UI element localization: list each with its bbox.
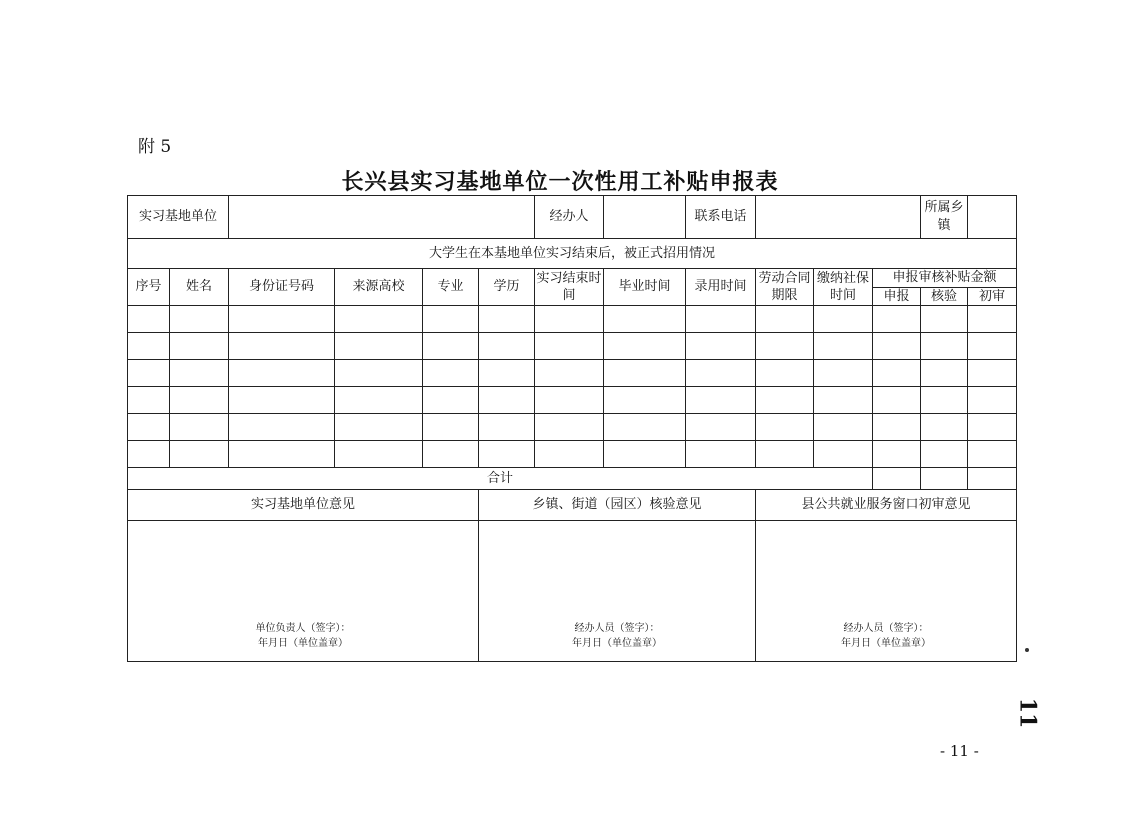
table-cell[interactable] — [128, 441, 170, 468]
handler-label-cell — [535, 196, 604, 239]
table-cell[interactable] — [921, 360, 968, 387]
table-cell[interactable] — [423, 441, 479, 468]
table-cell[interactable] — [686, 360, 756, 387]
unit-opinion-title: 实习基地单位意见 — [128, 490, 479, 521]
table-cell[interactable] — [229, 441, 335, 468]
phone-label: 联系电话 — [694, 209, 747, 225]
unit-value-field[interactable] — [229, 196, 535, 239]
table-row — [128, 306, 1017, 333]
handler-value-field[interactable] — [604, 196, 686, 239]
total-verify-field[interactable] — [921, 468, 968, 490]
table-row — [128, 360, 1017, 387]
table-cell[interactable] — [814, 387, 873, 414]
opinion-title-row — [128, 490, 1017, 521]
unit-opinion-area[interactable] — [128, 521, 479, 662]
table-cell[interactable] — [604, 414, 686, 441]
table-cell[interactable] — [479, 441, 535, 468]
data-rows — [128, 306, 1017, 468]
town-opinion-area[interactable] — [479, 521, 756, 662]
town-sign-line: 经办人员（签字）： — [574, 623, 660, 635]
table-cell[interactable] — [335, 441, 423, 468]
table-cell[interactable] — [229, 360, 335, 387]
total-label: 合计 — [128, 468, 873, 490]
table-cell[interactable] — [604, 441, 686, 468]
table-row — [128, 333, 1017, 360]
col-header-name: 姓名 — [170, 269, 229, 306]
table-cell[interactable] — [873, 306, 921, 333]
county-opinion-area[interactable] — [756, 521, 1017, 662]
col-header-graduation: 毕业时间 — [604, 269, 686, 306]
table-cell[interactable] — [686, 387, 756, 414]
table-cell[interactable] — [968, 333, 1017, 360]
table-cell[interactable] — [479, 360, 535, 387]
col-header-hire-time: 录用时间 — [686, 269, 756, 306]
table-cell[interactable] — [229, 387, 335, 414]
unit-label: 实习基地单位 — [139, 209, 218, 225]
col-header-id: 身份证号码 — [229, 269, 335, 306]
table-cell[interactable] — [686, 333, 756, 360]
table-row — [128, 414, 1017, 441]
table-cell[interactable] — [814, 414, 873, 441]
table-cell[interactable] — [604, 333, 686, 360]
table-cell[interactable] — [423, 306, 479, 333]
table-cell[interactable] — [873, 360, 921, 387]
table-cell[interactable] — [128, 333, 170, 360]
table-cell[interactable] — [335, 333, 423, 360]
col-header-insurance: 缴纳社保时间 — [814, 269, 873, 306]
table-cell[interactable] — [756, 333, 814, 360]
table-cell[interactable] — [968, 306, 1017, 333]
page-number: - 11 - — [940, 742, 979, 760]
table-cell[interactable] — [756, 441, 814, 468]
table-cell[interactable] — [170, 387, 229, 414]
side-page-mark: 11 — [1014, 697, 1041, 729]
table-cell[interactable] — [423, 360, 479, 387]
section-title: 大学生在本基地单位实习结束后，被正式招用情况 — [128, 239, 1017, 269]
town-date-line: 年月日（单位盖章） — [572, 638, 663, 650]
table-cell[interactable] — [423, 414, 479, 441]
col-header-school: 来源高校 — [335, 269, 423, 306]
header-row-1 — [128, 269, 1017, 288]
table-cell[interactable] — [229, 414, 335, 441]
table-cell[interactable] — [128, 360, 170, 387]
unit-sign-line: 单位负责人（签字）： — [255, 623, 351, 635]
table-cell[interactable] — [535, 387, 604, 414]
table-cell[interactable] — [604, 360, 686, 387]
col-header-contract: 劳动合同期限 — [756, 269, 814, 306]
scan-speck — [1025, 648, 1029, 652]
total-declare-field[interactable] — [873, 468, 921, 490]
table-cell[interactable] — [814, 333, 873, 360]
table-cell[interactable] — [335, 360, 423, 387]
section-title-row — [128, 239, 1017, 269]
unit-label-cell — [128, 196, 229, 239]
table-cell[interactable] — [756, 360, 814, 387]
table-cell[interactable] — [535, 441, 604, 468]
table-cell[interactable] — [756, 414, 814, 441]
table-cell[interactable] — [814, 360, 873, 387]
table-cell[interactable] — [128, 387, 170, 414]
phone-label-cell — [686, 196, 756, 239]
table-cell[interactable] — [479, 306, 535, 333]
table-cell[interactable] — [423, 387, 479, 414]
table-cell[interactable] — [535, 414, 604, 441]
table-cell[interactable] — [535, 360, 604, 387]
col-header-internship-end: 实习结束时间 — [535, 269, 604, 306]
table-cell[interactable] — [756, 306, 814, 333]
table-cell[interactable] — [170, 333, 229, 360]
handler-label: 经办人 — [549, 209, 589, 225]
opinion-body-row — [128, 521, 1017, 662]
table-cell[interactable] — [921, 306, 968, 333]
county-sign-line: 经办人员（签字）： — [843, 623, 929, 635]
table-cell[interactable] — [968, 441, 1017, 468]
table-cell[interactable] — [686, 441, 756, 468]
table-cell[interactable] — [686, 306, 756, 333]
phone-value-field[interactable] — [756, 196, 921, 239]
table-cell[interactable] — [814, 306, 873, 333]
table-row — [128, 387, 1017, 414]
county-opinion-title: 县公共就业服务窗口初审意见 — [756, 490, 1017, 521]
info-row — [128, 196, 1017, 239]
table-cell[interactable] — [170, 414, 229, 441]
table-cell[interactable] — [921, 333, 968, 360]
town-opinion-title: 乡镇、街道（园区）核验意见 — [479, 490, 756, 521]
table-cell[interactable] — [170, 306, 229, 333]
table-cell[interactable] — [335, 306, 423, 333]
town-label: 所属乡镇 — [924, 200, 964, 233]
total-review-field[interactable] — [968, 468, 1017, 490]
table-cell[interactable] — [604, 387, 686, 414]
table-cell[interactable] — [921, 441, 968, 468]
table-cell[interactable] — [170, 441, 229, 468]
table-cell[interactable] — [756, 387, 814, 414]
col-header-education: 学历 — [479, 269, 535, 306]
table-cell[interactable] — [686, 414, 756, 441]
table-cell[interactable] — [873, 387, 921, 414]
table-cell[interactable] — [968, 360, 1017, 387]
table-cell[interactable] — [128, 306, 170, 333]
table-cell[interactable] — [535, 333, 604, 360]
town-value-field[interactable] — [968, 196, 1017, 239]
table-cell[interactable] — [968, 387, 1017, 414]
subsidy-form-table — [127, 195, 1017, 662]
col-header-seq: 序号 — [128, 269, 170, 306]
total-row — [128, 468, 1017, 490]
form-title: 长兴县实习基地单位一次性用工补贴申报表 — [341, 170, 779, 195]
table-cell[interactable] — [873, 441, 921, 468]
col-header-subsidy-declare: 申报 — [873, 287, 921, 306]
table-cell[interactable] — [229, 333, 335, 360]
table-cell[interactable] — [423, 333, 479, 360]
table-cell[interactable] — [873, 414, 921, 441]
col-header-subsidy-review: 初审 — [968, 287, 1017, 306]
town-label-cell — [921, 196, 968, 239]
table-cell[interactable] — [814, 441, 873, 468]
col-header-subsidy-verify: 核验 — [921, 287, 968, 306]
table-cell[interactable] — [968, 414, 1017, 441]
table-cell[interactable] — [128, 414, 170, 441]
table-cell[interactable] — [535, 306, 604, 333]
col-header-major: 专业 — [423, 269, 479, 306]
table-cell[interactable] — [229, 306, 335, 333]
table-cell[interactable] — [170, 360, 229, 387]
appendix-label: 附 5 — [138, 137, 172, 157]
table-cell[interactable] — [335, 387, 423, 414]
table-cell[interactable] — [335, 414, 423, 441]
county-date-line: 年月日（单位盖章） — [841, 638, 932, 650]
table-cell[interactable] — [604, 306, 686, 333]
table-cell[interactable] — [921, 414, 968, 441]
table-cell[interactable] — [921, 387, 968, 414]
table-cell[interactable] — [479, 387, 535, 414]
table-cell[interactable] — [873, 333, 921, 360]
unit-date-line: 年月日（单位盖章） — [258, 638, 348, 650]
table-row — [128, 441, 1017, 468]
table-cell[interactable] — [479, 333, 535, 360]
table-cell[interactable] — [479, 414, 535, 441]
col-header-subsidy-group: 申报审核补贴金额 — [873, 269, 1017, 288]
